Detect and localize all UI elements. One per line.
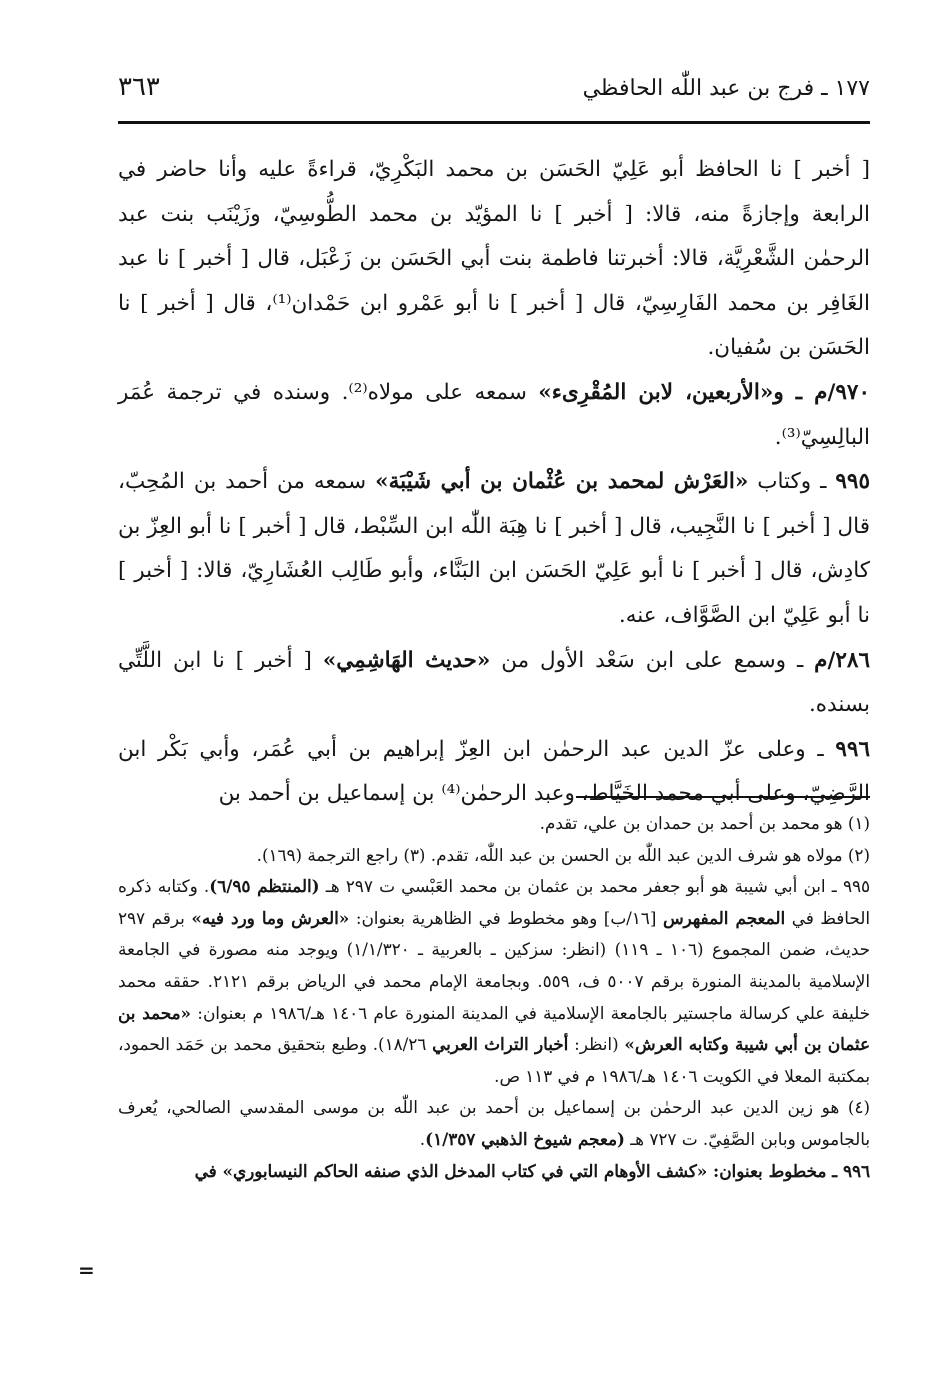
page-header <box>118 70 870 110</box>
paragraph-996 <box>118 728 870 817</box>
entry-995-book-title: «العَرْش لمحمد بن عُثْمان بن أبي شَيْبَة» <box>375 469 749 495</box>
header-rule <box>118 121 870 124</box>
paragraph-970 <box>118 371 870 460</box>
entry-996-number: ٩٩٦ <box>835 736 870 762</box>
footnote-1: (١) هو محمد بن أحمد بن حمدان بن علي، تقدم. <box>539 813 870 833</box>
entry-970-text: سمعه على مولاه⁽²⁾. وسنده في ترجمة عُمَر البالِسِيّ⁽³⁾. <box>118 379 870 450</box>
fn4-ref-dhahabi: (معجم شيوخ الذهبي ١/٣٥٧) <box>425 1128 625 1149</box>
footnote-2-3: (٢) مولاه هو شرف الدين عبد اللّٰه بن الحسن بن عبد اللّٰه، تقدم. (٣) راجع الترجمة (١٦٩). <box>256 844 870 865</box>
fn995-text-a: ٩٩٥ ـ ابن أبي شيبة هو أبو جعفر محمد بن عثمان بن محمد العَبْسي ت ٢٩٧ هـ <box>319 876 870 897</box>
main-text <box>118 148 870 817</box>
footnote-996: ٩٩٦ ـ مخطوط بعنوان: «كشف الأوهام التي في كتاب المدخل الذي صنفه الحاكم النيسابوري» في <box>194 1160 870 1181</box>
entry-286-text: [ أخبر ] نا ابن اللَّتِّي بسنده. <box>118 647 870 718</box>
fn995-text-i: (انظر: <box>568 1034 625 1055</box>
entry-995-text: سمعه من أحمد بن المُحِبّ، قال [ أخبر ] نا النَّجِيب، قال [ أخبر ] نا هِبَة اللّٰه ابن السِّبْط، قال [ أخبر ] نا أبو العِزّ بن كادِش، قال [ أخبر ] نا أبو عَلِيّ الحَسَن ابن البَنَّاء، وأبو طَالِب العُشَارِيّ، قالا: [ أخبر ] نا أبو عَلِيّ ابن الصَّوَّاف، عنه. <box>118 469 870 628</box>
fn995-ref-akhbar: أخبار التراث العربي <box>432 1034 569 1055</box>
continuation-mark: = <box>78 1258 95 1282</box>
page-number: ٣٦٣ <box>118 72 160 102</box>
entry-970-heading: ٩٧٠/م ـ و«الأربعين، لابن المُقْرِىء» <box>538 379 870 405</box>
footnotes <box>118 808 870 1187</box>
fn995-text-k: ١٨/٢٦). وطبع بتحقيق محمد بن حَمَد الحمود، بمكتبة المعلا في الكويت ١٤٠٦ هـ/١٩٨٦ م في ١١٣ ص. <box>118 1034 870 1086</box>
entry-286-number: ٢٨٦/م <box>814 647 870 673</box>
fn995-text-g: برقم ٢٩٧ حديث، ضمن المجموع (١٠٦ ـ ١١٩) (انظر: سزكين ـ بالعربية ـ ١/١/٣٢٠) ويوجد منه مصورة في الجامعة الإسلامية بالمدينة المنورة برقم ٥٠٠٧ ف، ٥٥٩. وبجامعة الإمام محمد في الرياض برقم ٢١٢١. حققه محمد خليفة علي كرسالة ماجستير بالجامعة الإسلامية في المدينة المنورة عام ١٤٠٦ هـ/١٩٨٦ م بعنوان: <box>118 907 871 1023</box>
fn995-text-e: [١٦/ب] وهو مخطوط في الظاهرية بعنوان: <box>349 907 663 928</box>
footnote-995 <box>118 871 870 1092</box>
entry-995-number: ٩٩٥ <box>835 469 870 495</box>
fn995-title-arsh: «العرش وما ورد فيه» <box>191 907 350 928</box>
paragraph-995 <box>118 460 870 638</box>
entry-286-book-title: «حديث الهَاشِمِي» <box>322 647 491 673</box>
paragraph-sanad-continuation: [ أخبر ] نا الحافظ أبو عَلِيّ الحَسَن بن محمد البَكْرِيّ، قراءةً عليه وأنا حاضر في الرابعة وإجازةً منه، قالا: [ أخبر ] نا المؤيّد بن محمد الطُّوسِيّ، وزَيْنَب بنت عبد الرحمٰن الشَّعْرِيَّة، قالا: أخبرتنا فاطمة بنت أبي الحَسَن بن زَعْبَل، قال [ أخبر ] نا عبد الغَافِر بن محمد الفَارِسِيّ، قال [ أخبر ] نا أبو عَمْرو ابن حَمْدان⁽¹⁾، قال [ أخبر ] نا الحَسَن بن سُفيان. <box>118 157 870 361</box>
fn995-ref-mujam: المعجم المفهرس <box>662 907 786 928</box>
entry-286-connector: ـ وسمع على ابن سَعْد الأول من <box>490 647 815 673</box>
running-title: ١٧٧ ـ فرج بن عبد اللّٰه الحافظي <box>582 76 870 101</box>
paragraph-286 <box>118 639 870 728</box>
entry-996-text: ـ وعلى عزّ الدين عبد الرحمٰن ابن العِزّ إبراهيم بن أبي عُمَر، وأبي بَكْر ابن الرَّضِيّ، وعلى أبي محمد الخَيَّاط، وعبد الرحمٰن⁽⁴⁾ بن إسماعيل بن أحمد بن <box>118 736 870 807</box>
fn4-text-c: . <box>419 1128 426 1149</box>
fn4-text-a: (٤) هو زين الدين عبد الرحمٰن بن إسماعيل بن أحمد بن عبد اللّٰه بن موسى المقدسي الصالحي، يُعرف بالجاموس وبابن الصَّفِيّ. ت ٧٢٧ هـ <box>118 1097 870 1149</box>
entry-995-connector: ـ وكتاب <box>748 469 836 495</box>
fn995-ref-muntazam: (المنتظم ٦/٩٥) <box>209 876 320 897</box>
footnote-rule <box>576 796 870 798</box>
footnote-4 <box>118 1092 870 1155</box>
fn995-title-thesis: «محمد بن عثمان بن أبي شيبة وكتابه العرش» <box>118 1002 870 1055</box>
fn995-text-c: . وكتابه ذكره الحافظ في <box>118 876 870 928</box>
